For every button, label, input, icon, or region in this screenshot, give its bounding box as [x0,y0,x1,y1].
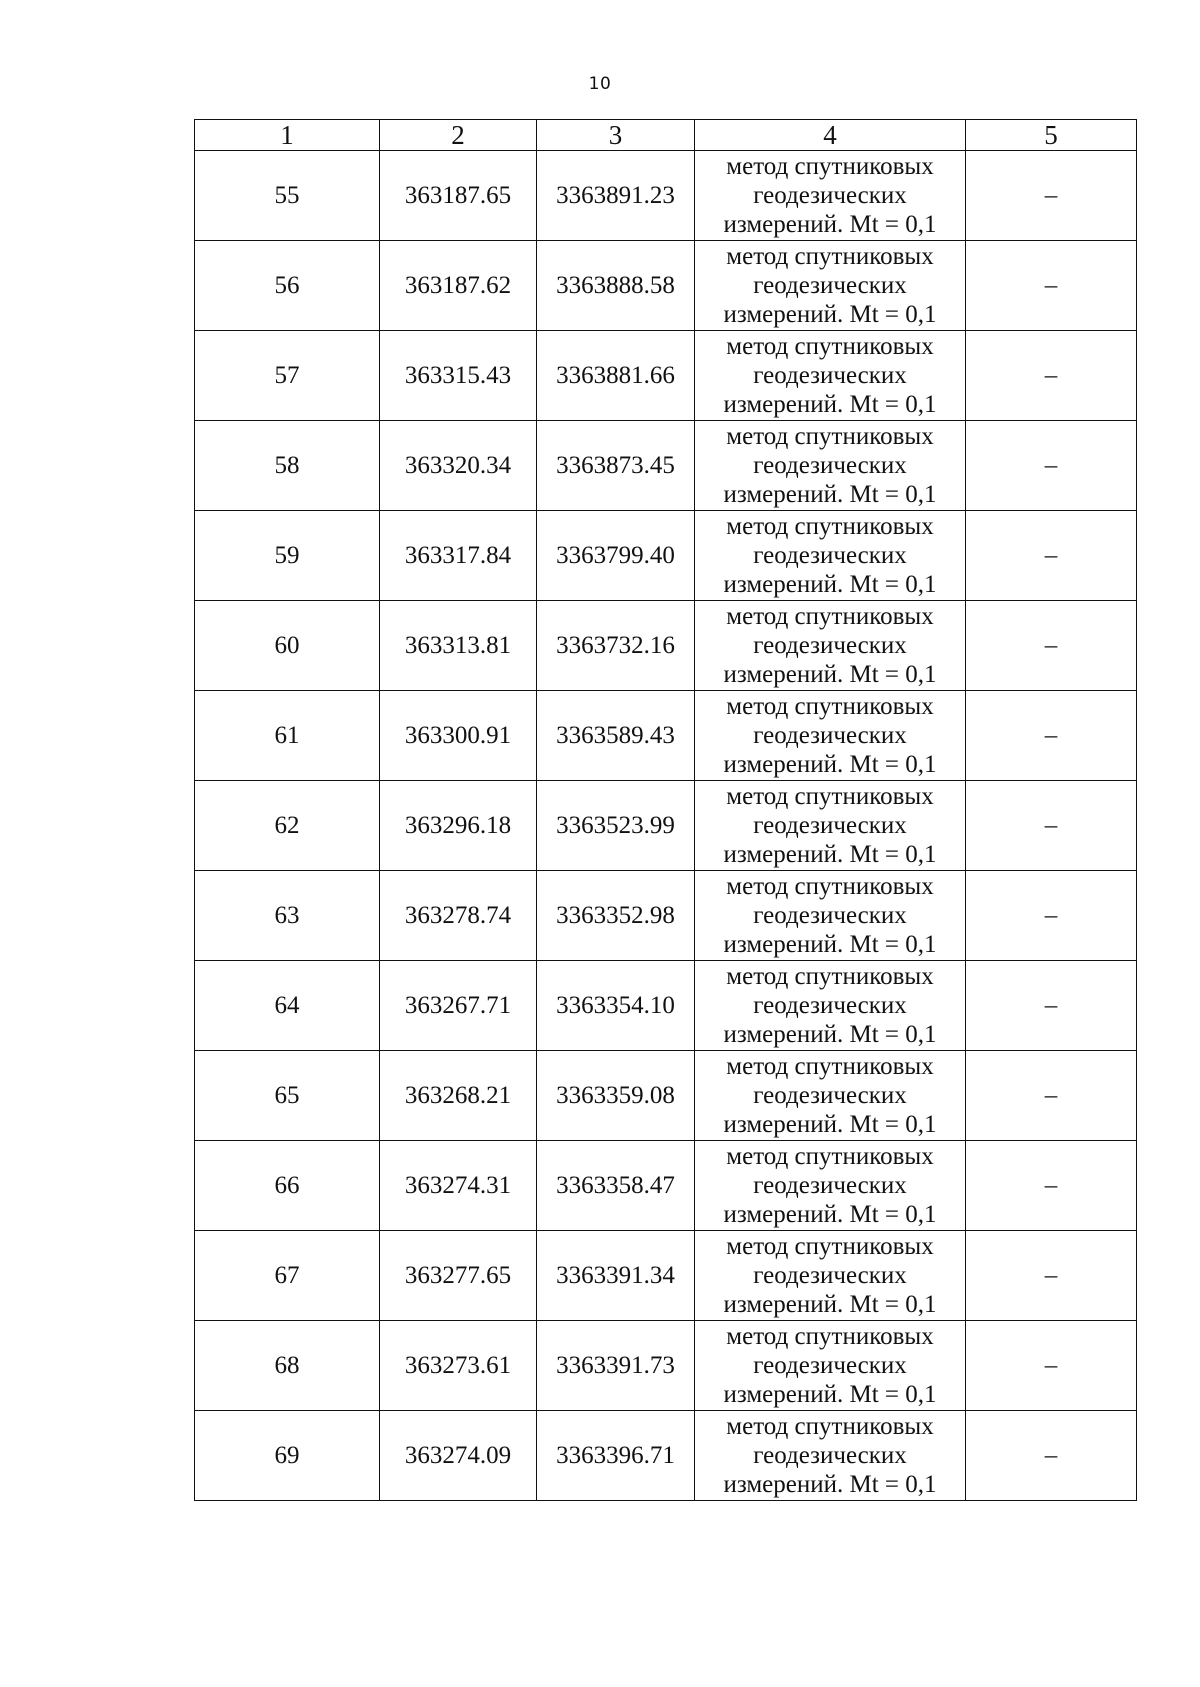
point-number-cell: 69 [195,1411,380,1501]
method-cell: метод спутниковых геодезических измерений. Mt = 0,1 [695,1051,966,1141]
note-cell: – [966,331,1137,421]
note-cell: – [966,421,1137,511]
x-coordinate-cell: 363273.61 [380,1321,537,1411]
y-coordinate-cell: 3363881.66 [537,331,695,421]
y-coordinate-cell: 3363523.99 [537,781,695,871]
page-number: 10 [588,74,612,94]
y-coordinate-cell: 3363396.71 [537,1411,695,1501]
x-coordinate-cell: 363187.65 [380,151,537,241]
x-coordinate-cell: 363320.34 [380,421,537,511]
x-coordinate-cell: 363277.65 [380,1231,537,1321]
note-cell: – [966,1321,1137,1411]
note-cell: – [966,1411,1137,1501]
note-cell: – [966,871,1137,961]
y-coordinate-cell: 3363891.23 [537,151,695,241]
x-coordinate-cell: 363313.81 [380,601,537,691]
x-coordinate-cell: 363274.09 [380,1411,537,1501]
method-cell: метод спутниковых геодезических измерений. Mt = 0,1 [695,961,966,1051]
method-cell: метод спутниковых геодезических измерений. Mt = 0,1 [695,151,966,241]
table-row [195,781,1137,871]
x-coordinate-cell: 363300.91 [380,691,537,781]
y-coordinate-cell: 3363391.34 [537,1231,695,1321]
y-coordinate-cell: 3363359.08 [537,1051,695,1141]
method-cell: метод спутниковых геодезических измерений. Mt = 0,1 [695,1231,966,1321]
point-number-cell: 59 [195,511,380,601]
note-cell: – [966,691,1137,781]
table-row [195,1141,1137,1231]
method-cell: метод спутниковых геодезических измерений. Mt = 0,1 [695,601,966,691]
method-cell: метод спутниковых геодезических измерений. Mt = 0,1 [695,241,966,331]
x-coordinate-cell: 363267.71 [380,961,537,1051]
point-number-cell: 66 [195,1141,380,1231]
point-number-cell: 67 [195,1231,380,1321]
x-coordinate-cell: 363187.62 [380,241,537,331]
table-row [195,1051,1137,1141]
note-cell: – [966,241,1137,331]
table-row [195,691,1137,781]
column-header-1: 1 [195,120,380,151]
table-row [195,1321,1137,1411]
y-coordinate-cell: 3363799.40 [537,511,695,601]
x-coordinate-cell: 363278.74 [380,871,537,961]
method-cell: метод спутниковых геодезических измерений. Mt = 0,1 [695,1411,966,1501]
table-row [195,241,1137,331]
column-header-2: 2 [380,120,537,151]
table-row [195,1231,1137,1321]
point-number-cell: 68 [195,1321,380,1411]
x-coordinate-cell: 363274.31 [380,1141,537,1231]
note-cell: – [966,961,1137,1051]
column-header-3: 3 [537,120,695,151]
note-cell: – [966,781,1137,871]
y-coordinate-cell: 3363391.73 [537,1321,695,1411]
note-cell: – [966,511,1137,601]
table-header-row [195,120,1137,151]
x-coordinate-cell: 363315.43 [380,331,537,421]
x-coordinate-cell: 363317.84 [380,511,537,601]
method-cell: метод спутниковых геодезических измерений. Mt = 0,1 [695,871,966,961]
method-cell: метод спутниковых геодезических измерений. Mt = 0,1 [695,1141,966,1231]
table-row [195,871,1137,961]
x-coordinate-cell: 363296.18 [380,781,537,871]
y-coordinate-cell: 3363873.45 [537,421,695,511]
y-coordinate-cell: 3363589.43 [537,691,695,781]
table-row [195,331,1137,421]
point-number-cell: 61 [195,691,380,781]
table-row [195,421,1137,511]
method-cell: метод спутниковых геодезических измерений. Mt = 0,1 [695,511,966,601]
table-row [195,601,1137,691]
note-cell: – [966,151,1137,241]
note-cell: – [966,601,1137,691]
method-cell: метод спутниковых геодезических измерений. Mt = 0,1 [695,781,966,871]
y-coordinate-cell: 3363358.47 [537,1141,695,1231]
column-header-5: 5 [966,120,1137,151]
method-cell: метод спутниковых геодезических измерений. Mt = 0,1 [695,691,966,781]
table-row [195,961,1137,1051]
point-number-cell: 55 [195,151,380,241]
point-number-cell: 64 [195,961,380,1051]
coordinates-table [194,119,1137,1501]
y-coordinate-cell: 3363354.10 [537,961,695,1051]
y-coordinate-cell: 3363352.98 [537,871,695,961]
note-cell: – [966,1141,1137,1231]
y-coordinate-cell: 3363888.58 [537,241,695,331]
method-cell: метод спутниковых геодезических измерений. Mt = 0,1 [695,421,966,511]
note-cell: – [966,1051,1137,1141]
point-number-cell: 60 [195,601,380,691]
point-number-cell: 62 [195,781,380,871]
table-row [195,1411,1137,1501]
x-coordinate-cell: 363268.21 [380,1051,537,1141]
method-cell: метод спутниковых геодезических измерений. Mt = 0,1 [695,1321,966,1411]
point-number-cell: 57 [195,331,380,421]
point-number-cell: 56 [195,241,380,331]
table-row [195,511,1137,601]
point-number-cell: 63 [195,871,380,961]
table-row [195,151,1137,241]
point-number-cell: 65 [195,1051,380,1141]
method-cell: метод спутниковых геодезических измерений. Mt = 0,1 [695,331,966,421]
column-header-4: 4 [695,120,966,151]
y-coordinate-cell: 3363732.16 [537,601,695,691]
point-number-cell: 58 [195,421,380,511]
note-cell: – [966,1231,1137,1321]
